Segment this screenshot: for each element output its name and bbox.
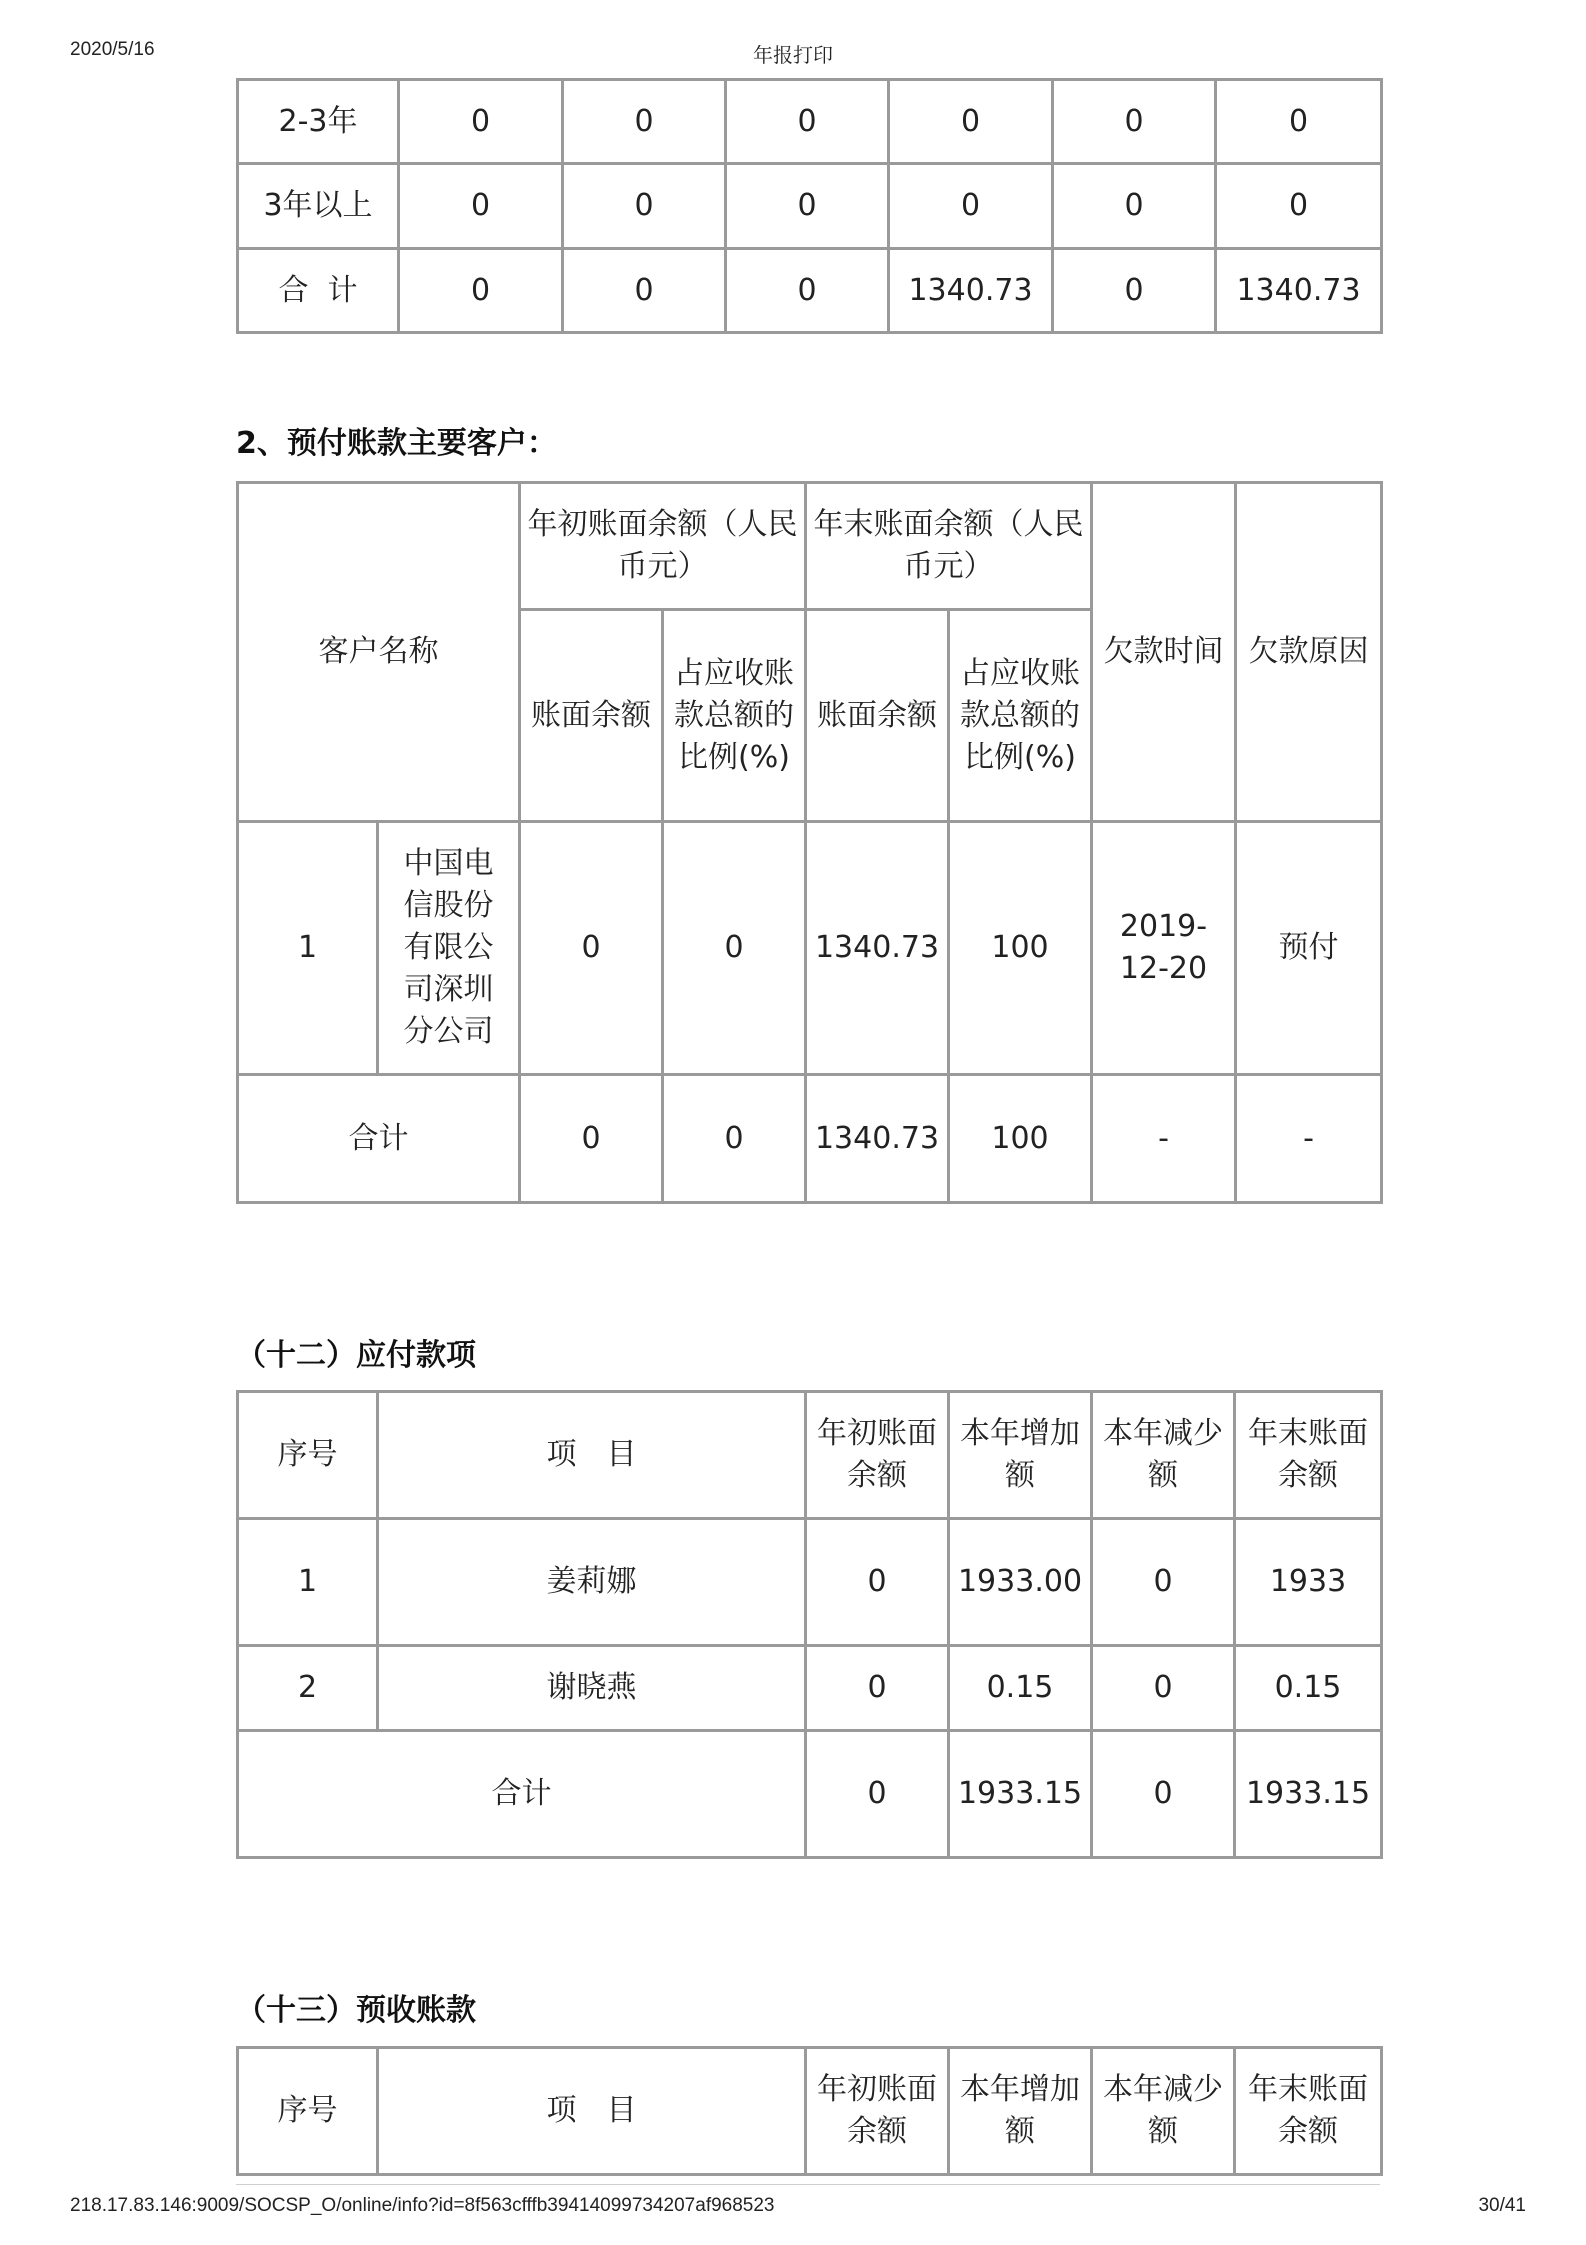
cell: 0 [520, 1075, 663, 1203]
cell: 0 [399, 164, 563, 249]
cell: 100 [949, 822, 1092, 1075]
header-item: 项 目 [378, 1392, 806, 1519]
total-label: 合计 [238, 1075, 520, 1203]
table-row [238, 1519, 1382, 1646]
cell: 1933.15 [949, 1731, 1092, 1858]
cell: 0 [806, 1731, 949, 1858]
cell: 0 [1092, 1731, 1235, 1858]
header-end: 年末账面余额 [1235, 2048, 1382, 2175]
header-book-balance: 账面余额 [806, 610, 949, 822]
header-decrease: 本年减少额 [1092, 2048, 1235, 2175]
table-header-row [238, 2048, 1382, 2175]
cell: 0 [663, 822, 806, 1075]
cell: 0 [726, 164, 889, 249]
row-label: 3年以上 [238, 164, 399, 249]
cell: 0 [806, 1519, 949, 1646]
row-label: 合 计 [238, 249, 399, 333]
page-number: 30/41 [1478, 2195, 1526, 2216]
cell: 0.15 [1235, 1646, 1382, 1731]
header-book-balance: 账面余额 [520, 610, 663, 822]
cell: 0 [806, 1646, 949, 1731]
header-debt-time: 欠款时间 [1092, 483, 1236, 822]
aging-table [236, 78, 1383, 334]
cell: 0 [563, 249, 726, 333]
header-item: 项 目 [378, 2048, 806, 2175]
page-header-title: 年报打印 [753, 43, 833, 67]
cell: 1340.73 [806, 822, 949, 1075]
table-row [238, 249, 1382, 333]
header-begin-balance: 年初账面余额（人民币元） [520, 483, 806, 610]
footer-url: 218.17.83.146:9009/SOCSP_O/online/info?id=8f563cfffb39414099734207af968523 [70, 2195, 775, 2216]
cell: 0 [726, 80, 889, 164]
cell: 0 [563, 80, 726, 164]
cell: 1340.73 [806, 1075, 949, 1203]
header-decrease: 本年减少额 [1092, 1392, 1235, 1519]
row-number: 1 [238, 822, 378, 1075]
cell: 0 [520, 822, 663, 1075]
cell: 0 [1092, 1519, 1235, 1646]
prepay-customers-table [236, 481, 1383, 1204]
cell: 2019-12-20 [1092, 822, 1236, 1075]
print-date: 2020/5/16 [70, 39, 155, 60]
item-name: 姜莉娜 [378, 1519, 806, 1646]
row-label: 2-3年 [238, 80, 399, 164]
row-number: 2 [238, 1646, 378, 1731]
item-name: 谢晓燕 [378, 1646, 806, 1731]
table-total-row [238, 1731, 1382, 1858]
payables-table [236, 1390, 1383, 1859]
cell: 0 [399, 249, 563, 333]
header-end: 年末账面余额 [1235, 1392, 1382, 1519]
section-title-advance: （十三）预收账款 [236, 1993, 476, 2028]
cell: 0 [1053, 249, 1216, 333]
header-ratio: 占应收账款总额的比例(%) [949, 610, 1092, 822]
cell: 0.15 [949, 1646, 1092, 1731]
header-customer-name: 客户名称 [238, 483, 520, 822]
table-row [238, 164, 1382, 249]
section-title-payables: （十二）应付款项 [236, 1338, 476, 1373]
row-number: 1 [238, 1519, 378, 1646]
table-header-row [238, 1392, 1382, 1519]
footer-divider [236, 2184, 1380, 2185]
table-row [238, 80, 1382, 164]
section-title-prepay: 2、预付账款主要客户： [236, 426, 557, 461]
cell: 1933.00 [949, 1519, 1092, 1646]
table-header-row [238, 483, 1382, 610]
cell: 0 [563, 164, 726, 249]
header-no: 序号 [238, 2048, 378, 2175]
header-begin: 年初账面余额 [806, 2048, 949, 2175]
cell: 1340.73 [1216, 249, 1382, 333]
cell: - [1236, 1075, 1382, 1203]
cell: 预付 [1236, 822, 1382, 1075]
advance-table [236, 2046, 1383, 2176]
header-increase: 本年增加额 [949, 2048, 1092, 2175]
cell: 0 [889, 164, 1053, 249]
table-row [238, 1646, 1382, 1731]
cell: 0 [663, 1075, 806, 1203]
cell: 0 [399, 80, 563, 164]
cell: 0 [726, 249, 889, 333]
cell: 0 [1092, 1646, 1235, 1731]
cell: 0 [1053, 164, 1216, 249]
header-debt-reason: 欠款原因 [1236, 483, 1382, 822]
cell: - [1092, 1075, 1236, 1203]
cell: 0 [889, 80, 1053, 164]
cell: 0 [1216, 80, 1382, 164]
total-label: 合计 [238, 1731, 806, 1858]
cell: 1340.73 [889, 249, 1053, 333]
header-increase: 本年增加额 [949, 1392, 1092, 1519]
cell: 1933.15 [1235, 1731, 1382, 1858]
header-begin: 年初账面余额 [806, 1392, 949, 1519]
header-ratio: 占应收账款总额的比例(%) [663, 610, 806, 822]
customer-name: 中国电信股份有限公司深圳分公司 [378, 822, 520, 1075]
cell: 0 [1053, 80, 1216, 164]
table-row [238, 822, 1382, 1075]
cell: 1933 [1235, 1519, 1382, 1646]
cell: 0 [1216, 164, 1382, 249]
table-total-row [238, 1075, 1382, 1203]
cell: 100 [949, 1075, 1092, 1203]
header-end-balance: 年末账面余额（人民币元） [806, 483, 1092, 610]
header-no: 序号 [238, 1392, 378, 1519]
